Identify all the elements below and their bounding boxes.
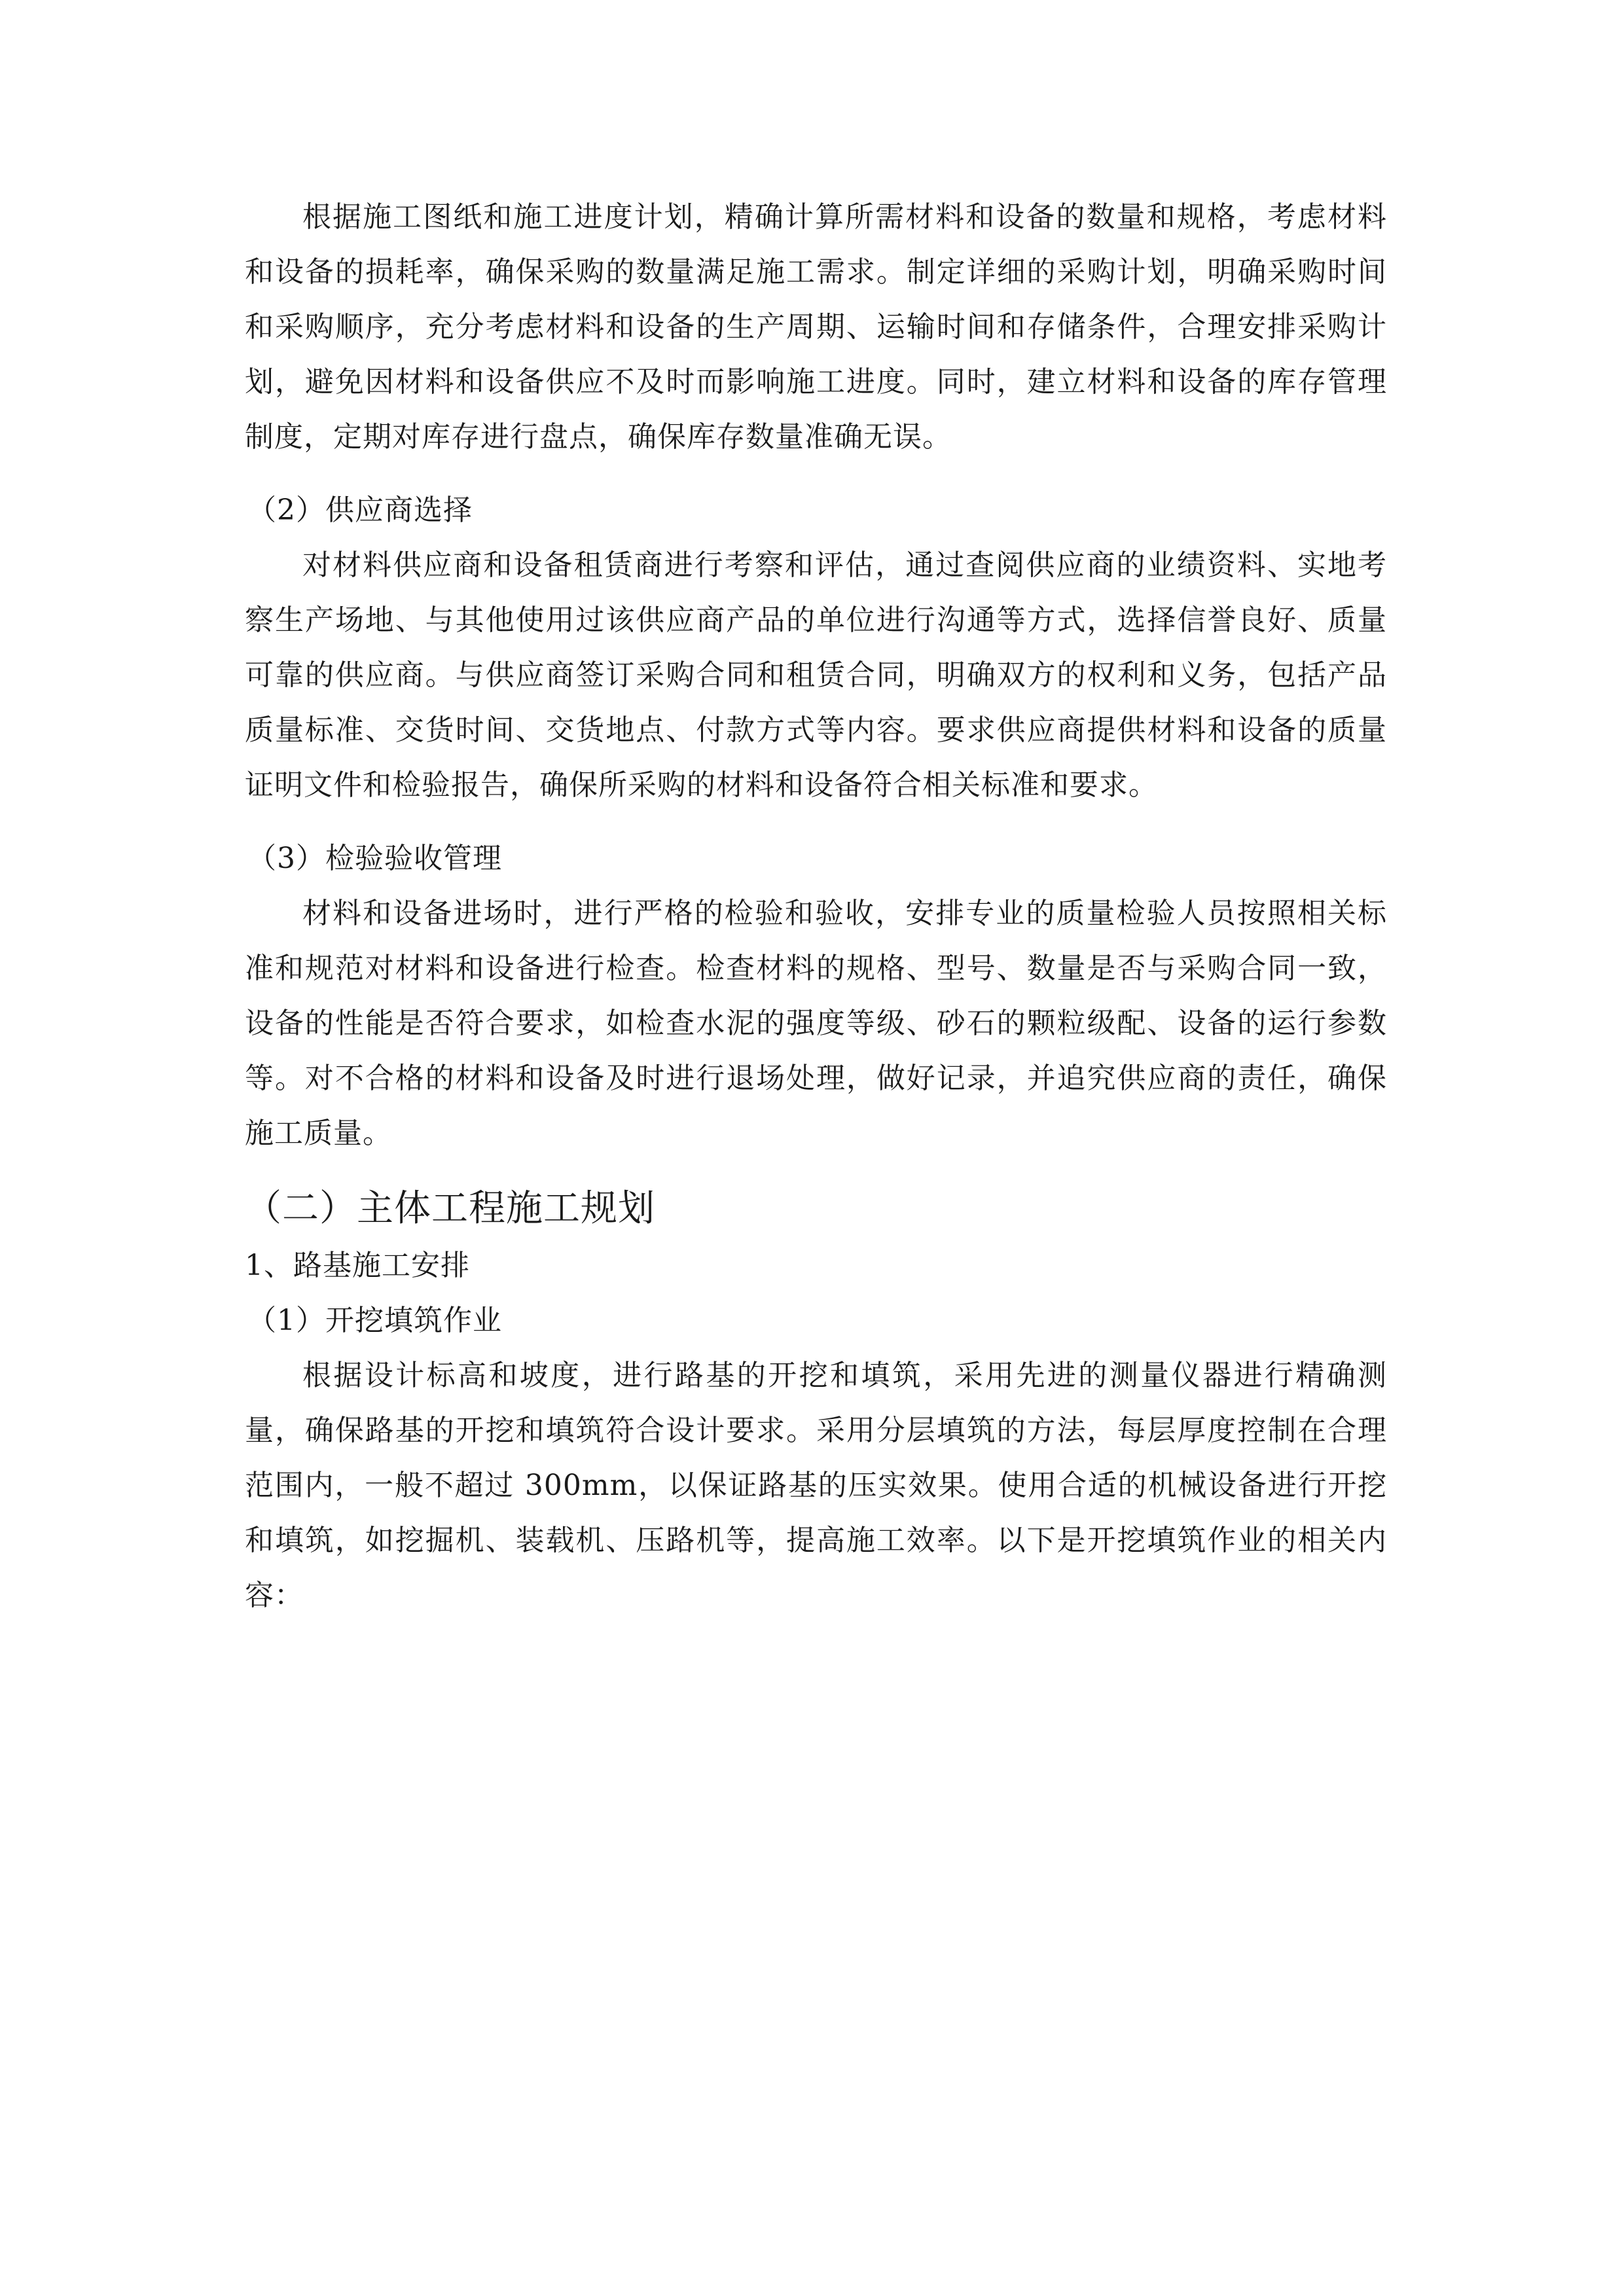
section-heading-main-works: （二）主体工程施工规划 <box>245 1187 655 1230</box>
paragraph-supplier-selection: 对材料供应商和设备租赁商进行考察和评估，通过查阅供应商的业绩资料、实地考察生产场地、与其他使用过该供应商产品的单位进行沟通等方式，选择信誉良好、质量可靠的供应商。与供应商签订采购合同和租赁合同，明确双方的权利和义务，包括产品质量标准、交货时间、交货地点、付款方式等内容。要求供应商提供材料和设备的质量证明文件和检验报告，确保所采购的材料和设备符合相关标准和要求。 <box>245 548 1387 802</box>
paragraph-excavation-filling: 根据设计标高和坡度，进行路基的开挖和填筑，采用先进的测量仪器进行精确测量，确保路基的开挖和填筑符合设计要求。采用分层填筑的方法，每层厚度控制在合理范围内，一般不超过 300mm，以保证路基的压实效果。使用合适的机械设备进行开挖和填筑，如挖掘机、装载机、压路机等，提高施工效率。以下是开挖填筑作业的相关内容： <box>245 1359 1387 1612</box>
subheading-inspection-acceptance: （3）检验验收管理 <box>247 842 502 875</box>
item-heading-subgrade: 1、路基施工安排 <box>245 1249 470 1282</box>
document-page <box>245 190 1387 1641</box>
subheading-supplier-selection: （2）供应商选择 <box>247 493 473 527</box>
paragraph-inspection-acceptance: 材料和设备进场时，进行严格的检验和验收，安排专业的质量检验人员按照相关标准和规范对材料和设备进行检查。检查材料的规格、型号、数量是否与采购合同一致，设备的性能是否符合要求，如检查水泥的强度等级、砂石的颗粒级配、设备的运行参数等。对不合格的材料和设备及时进行退场处理，做好记录，并追究供应商的责任，确保施工质量。 <box>245 897 1387 1150</box>
paragraph-procurement-plan: 根据施工图纸和施工进度计划，精确计算所需材料和设备的数量和规格，考虑材料和设备的损耗率，确保采购的数量满足施工需求。制定详细的采购计划，明确采购时间和采购顺序，充分考虑材料和设备的生产周期、运输时间和存储条件，合理安排采购计划，避免因材料和设备供应不及时而影响施工进度。同时，建立材料和设备的库存管理制度，定期对库存进行盘点，确保库存数量准确无误。 <box>245 200 1387 454</box>
subheading-excavation-filling: （1）开挖填筑作业 <box>247 1304 502 1337</box>
